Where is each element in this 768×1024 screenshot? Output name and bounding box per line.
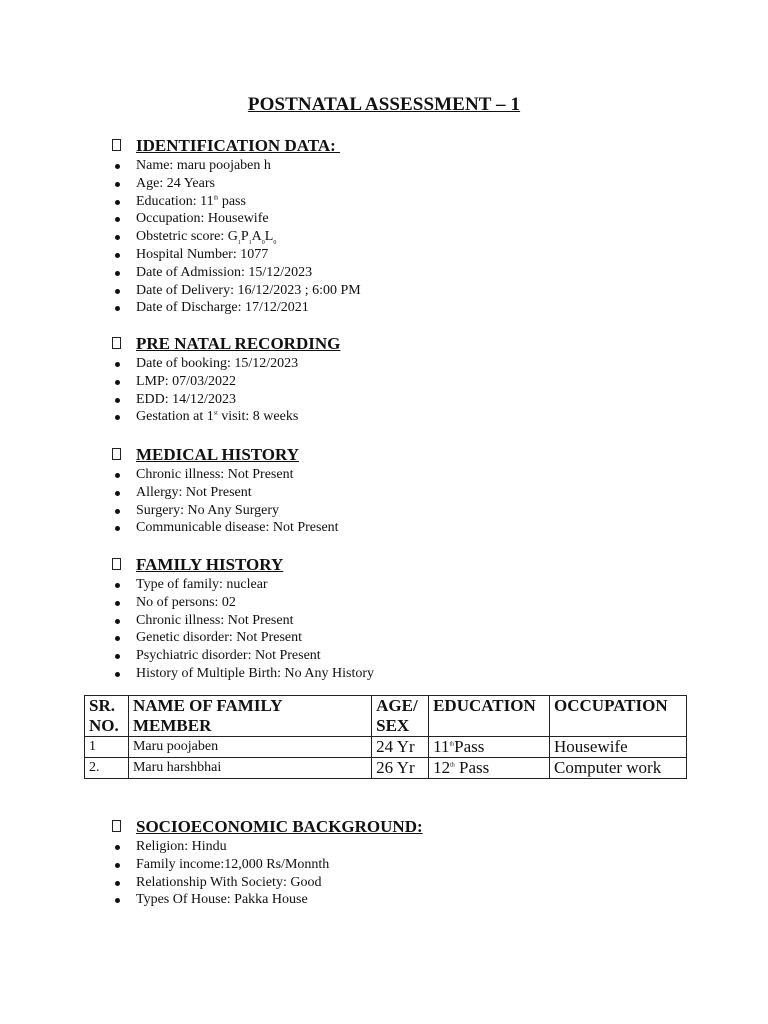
identification-heading: IDENTIFICATION DATA:	[136, 136, 341, 155]
table-header-row	[85, 696, 687, 737]
family-history-section	[112, 554, 712, 683]
list-item	[112, 193, 712, 211]
list-item: Chronic illness: Not Present	[112, 466, 712, 484]
obstetric-l-sub: 0	[273, 239, 277, 246]
missing-glyph-icon	[112, 558, 121, 570]
list-item: Type of family: nuclear	[112, 576, 712, 594]
missing-glyph-icon	[112, 820, 121, 832]
list-item	[112, 228, 712, 246]
ordinal-suffix: st	[213, 410, 218, 417]
header-occupation: OCCUPATION	[550, 696, 687, 737]
obstetric-g: G	[227, 229, 238, 245]
cell-age: 24 Yr	[372, 737, 429, 758]
header-sr-no: SR. NO.	[85, 696, 129, 737]
cell-education: 11thPass	[429, 737, 550, 758]
education-label: Education: 11	[136, 193, 214, 209]
identification-heading-row	[112, 135, 712, 157]
table-row	[85, 758, 687, 779]
socioeconomic-list	[112, 838, 712, 909]
list-item: Age: 24 Years	[112, 175, 712, 193]
cell-name: Maru harshbhai	[128, 758, 371, 779]
list-item: Allergy: Not Present	[112, 484, 712, 502]
identification-section	[112, 135, 712, 317]
family-members-table	[84, 695, 687, 779]
list-item: Date of Delivery: 16/12/2023 ; 6:00 PM	[112, 282, 712, 300]
list-item	[112, 408, 712, 426]
page-title: POSTNATAL ASSESSMENT – 1	[247, 94, 521, 115]
education-value: pass	[218, 193, 246, 209]
obstetric-p: P	[240, 229, 249, 245]
identification-list	[112, 157, 712, 317]
cell-age: 26 Yr	[372, 758, 429, 779]
socioeconomic-section	[112, 816, 712, 909]
list-item: Name: maru poojaben h	[112, 157, 712, 175]
medical-heading-row	[112, 444, 712, 466]
list-item: Family income:12,000 Rs/Monnth	[112, 856, 712, 874]
missing-glyph-icon	[112, 337, 121, 349]
obstetric-label: Obstetric score:	[136, 229, 228, 245]
list-item: LMP: 07/03/2022	[112, 373, 712, 391]
gestation-value: visit: 8 weeks	[217, 409, 299, 425]
prenatal-section	[112, 333, 712, 426]
list-item: Communicable disease: Not Present	[112, 519, 712, 537]
list-item: Date of booking: 15/12/2023	[112, 355, 712, 373]
list-item: Religion: Hindu	[112, 838, 712, 856]
obstetric-a: A	[251, 229, 262, 245]
cell-name: Maru poojaben	[128, 737, 371, 758]
obstetric-l: L	[264, 229, 274, 245]
list-item: No of persons: 02	[112, 594, 712, 612]
missing-glyph-icon	[112, 448, 121, 460]
list-item: Date of Admission: 15/12/2023	[112, 264, 712, 282]
list-item: Psychiatric disorder: Not Present	[112, 647, 712, 665]
obstetric-a-sub: 0	[261, 239, 265, 246]
table-row	[85, 737, 687, 758]
list-item: History of Multiple Birth: No Any History	[112, 665, 712, 683]
obstetric-p-sub: 1	[248, 239, 252, 246]
family-history-heading: FAMILY HISTORY	[136, 555, 284, 574]
list-item: Chronic illness: Not Present	[112, 612, 712, 630]
medical-list	[112, 466, 712, 537]
cell-education: 12th Pass	[429, 758, 550, 779]
family-history-list	[112, 576, 712, 683]
header-name: NAME OF FAMILY MEMBER	[128, 696, 371, 737]
family-history-heading-row	[112, 554, 712, 576]
ordinal-suffix: th	[213, 194, 219, 201]
prenatal-heading-row	[112, 333, 712, 355]
cell-sr: 1	[85, 737, 129, 758]
cell-occupation: Computer work	[550, 758, 687, 779]
prenatal-list	[112, 355, 712, 426]
list-item: Genetic disorder: Not Present	[112, 629, 712, 647]
prenatal-heading: PRE NATAL RECORDING	[136, 334, 341, 353]
gestation-label: Gestation at 1	[136, 409, 214, 425]
list-item: Surgery: No Any Surgery	[112, 502, 712, 520]
list-item: EDD: 14/12/2023	[112, 391, 712, 409]
list-item: Types Of House: Pakka House	[112, 891, 712, 909]
header-education: EDUCATION	[429, 696, 550, 737]
socioeconomic-heading: SOCIOECONOMIC BACKGROUND:	[136, 817, 423, 836]
cell-sr: 2.	[85, 758, 129, 779]
list-item: Relationship With Society: Good	[112, 874, 712, 892]
list-item: Hospital Number: 1077	[112, 246, 712, 264]
missing-glyph-icon	[112, 139, 121, 151]
list-item: Date of Discharge: 17/12/2021	[112, 299, 712, 317]
cell-occupation: Housewife	[550, 737, 687, 758]
obstetric-g-sub: 1	[237, 239, 241, 246]
header-age-sex: AGE/ SEX	[372, 696, 429, 737]
list-item: Occupation: Housewife	[112, 210, 712, 228]
medical-heading: MEDICAL HISTORY	[136, 445, 299, 464]
socioeconomic-heading-row	[112, 816, 712, 838]
medical-section	[112, 444, 712, 537]
